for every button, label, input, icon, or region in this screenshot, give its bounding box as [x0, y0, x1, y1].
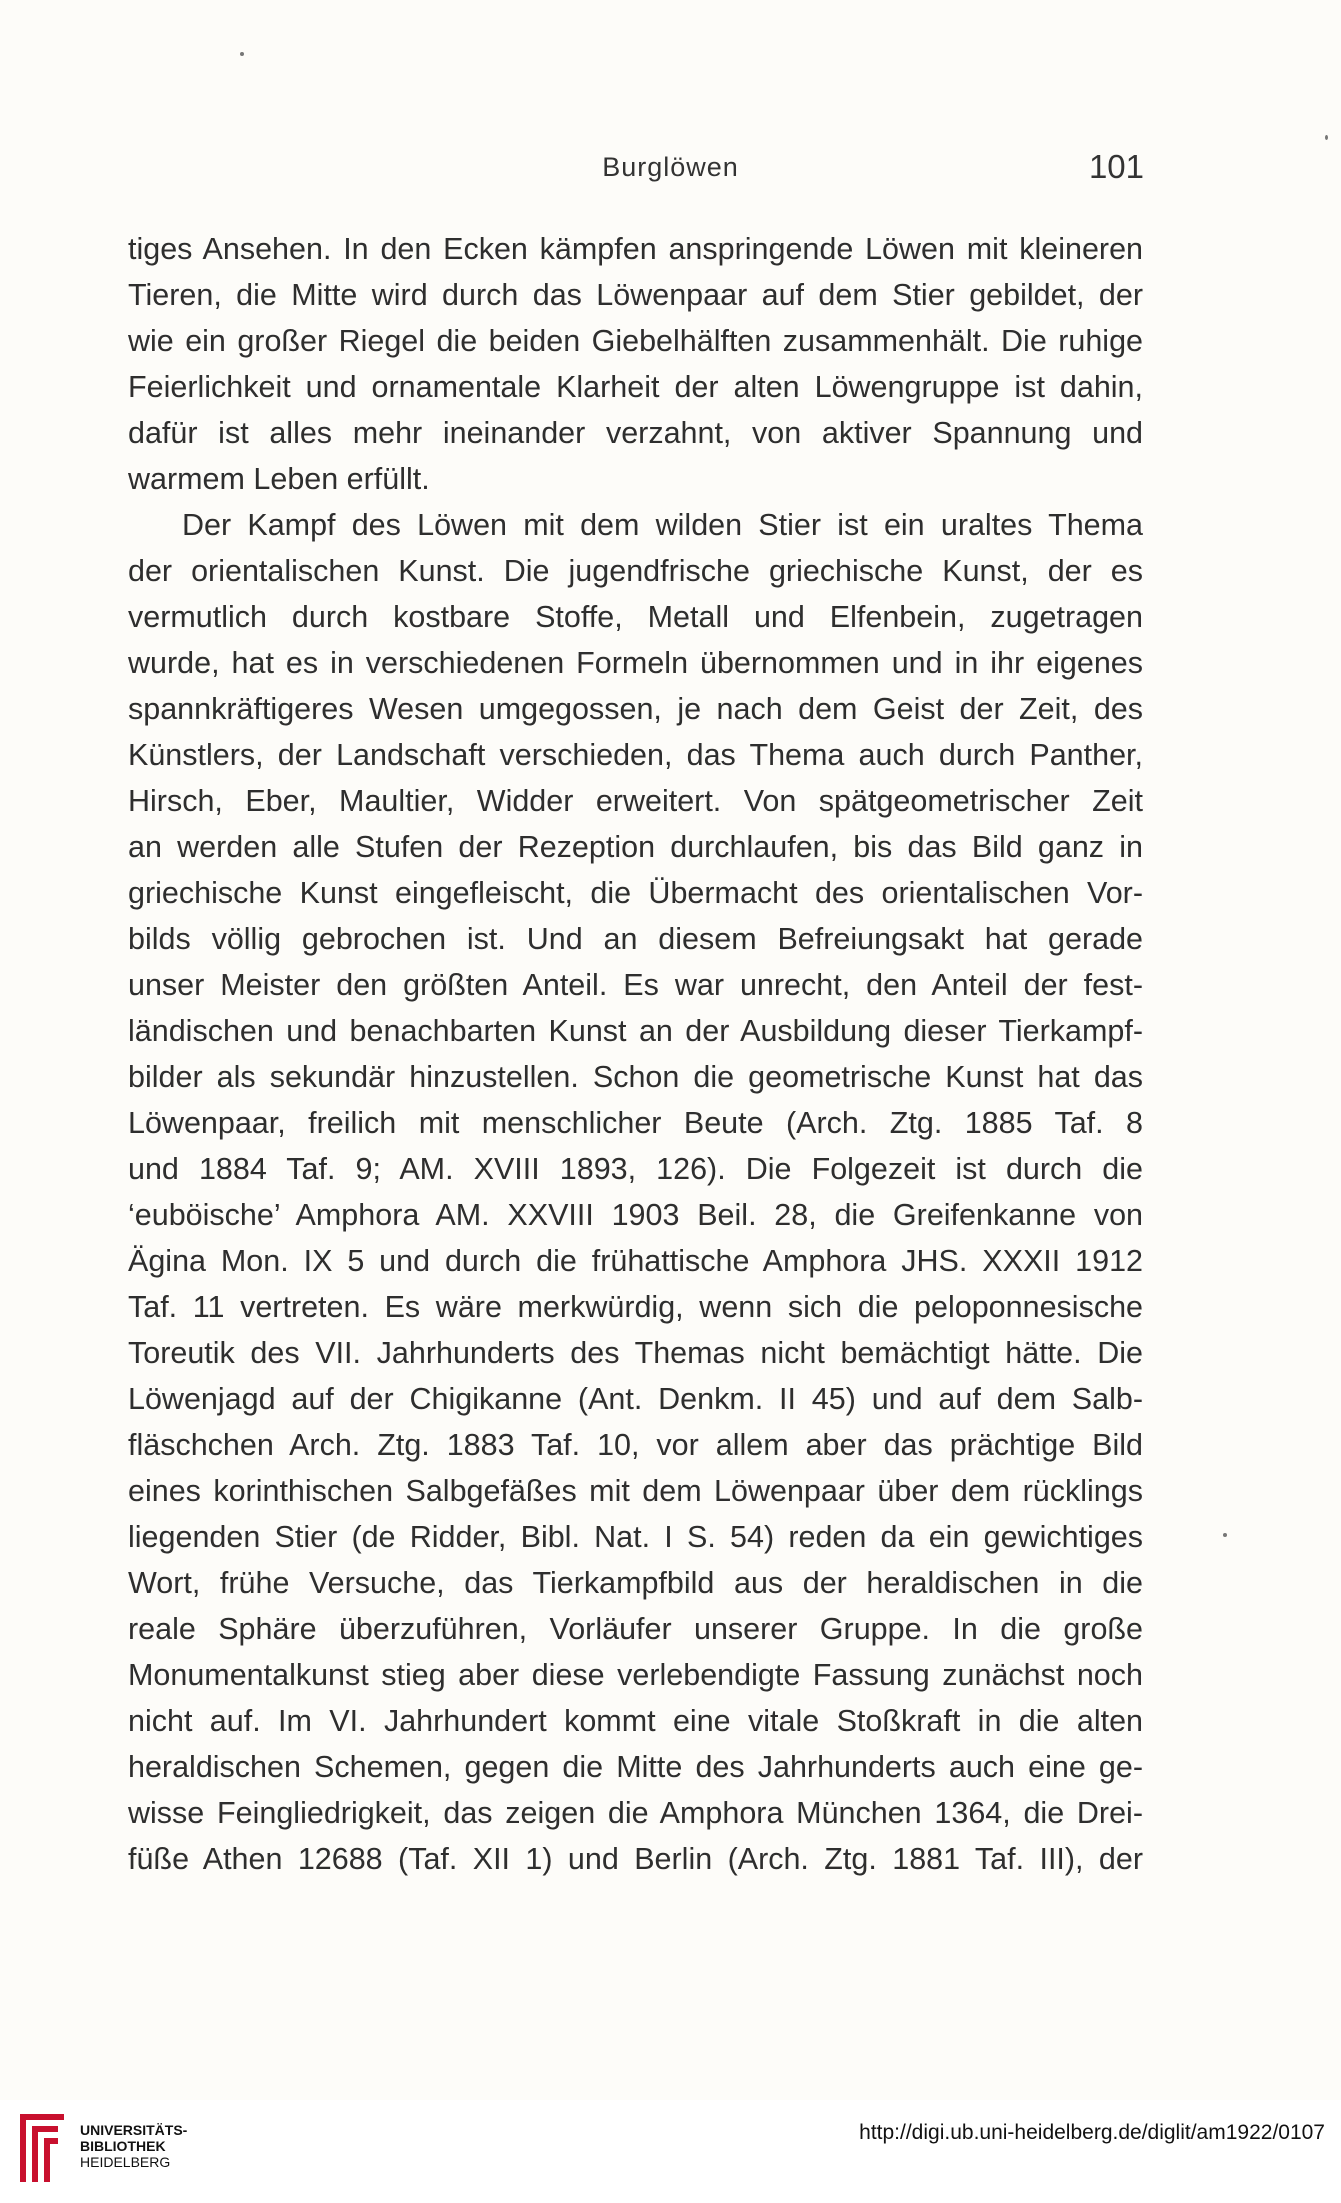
- text-line: dafür ist alles mehr ineinander verzahnt, von aktiver Spannung und: [128, 416, 1143, 450]
- library-name-line: BIBLIOTHEK: [80, 2138, 166, 2154]
- text-line: Löwenpaar, freilich mit menschlicher Beute (Arch. Ztg. 1885 Taf. 8: [128, 1106, 1143, 1140]
- university-library-logo-icon: [14, 2108, 70, 2188]
- text-line: eines korinthischen Salbgefäßes mit dem Löwenpaar über dem rücklings: [128, 1474, 1143, 1508]
- text-line: Der Kampf des Löwen mit dem wilden Stier ist ein uraltes Thema: [182, 508, 1143, 542]
- text-line: an werden alle Stufen der Rezeption durchlaufen, bis das Bild ganz in: [128, 830, 1143, 864]
- text-line: Wort, frühe Versuche, das Tierkampfbild aus der heraldischen in die: [128, 1566, 1143, 1600]
- text-line: nicht auf. Im VI. Jahrhundert kommt eine vitale Stoßkraft in die alten: [128, 1704, 1143, 1738]
- text-line: ‘euböische’ Amphora AM. XXVIII 1903 Beil. 28, die Greifenkanne von: [128, 1198, 1143, 1232]
- library-name: [80, 2122, 187, 2170]
- text-line: Taf. 11 vertreten. Es wäre merkwürdig, wenn sich die peloponnesische: [128, 1290, 1143, 1324]
- text-line: Feierlichkeit und ornamentale Klarheit der alten Löwengruppe ist dahin,: [128, 370, 1143, 404]
- text-line: Tieren, die Mitte wird durch das Löwenpaar auf dem Stier gebildet, der: [128, 278, 1143, 312]
- text-line: wurde, hat es in verschiedenen Formeln übernommen und in ihr eigenes: [128, 646, 1143, 680]
- text-line: und 1884 Taf. 9; AM. XVIII 1893, 126). Die Folgezeit ist durch die: [128, 1152, 1143, 1186]
- library-name-line: HEIDELBERG: [80, 2154, 171, 2170]
- text-line: heraldischen Schemen, gegen die Mitte des Jahrhunderts auch eine ge-: [128, 1750, 1143, 1784]
- text-line: ländischen und benachbarten Kunst an der Ausbildung dieser Tierkampf-: [128, 1014, 1143, 1048]
- page-speck: [240, 52, 244, 56]
- text-line: Monumentalkunst stieg aber diese verlebendigte Fassung zunächst noch: [128, 1658, 1143, 1692]
- text-line: Künstlers, der Landschaft verschieden, das Thema auch durch Panther,: [128, 738, 1143, 772]
- running-title: Burglöwen: [602, 152, 739, 182]
- text-line: bilds völlig gebrochen ist. Und an diesem Befreiungsakt hat gerade: [128, 922, 1143, 956]
- text-line: Hirsch, Eber, Maultier, Widder erweitert. Von spätgeometrischer Zeit: [128, 784, 1143, 818]
- text-line: reale Sphäre überzuführen, Vorläufer unserer Gruppe. In die große: [128, 1612, 1143, 1646]
- text-line: tiges Ansehen. In den Ecken kämpfen anspringende Löwen mit kleineren: [128, 232, 1143, 266]
- text-line: griechische Kunst eingefleischt, die Übermacht des orientalischen Vor-: [128, 876, 1143, 910]
- text-line: unser Meister den größten Anteil. Es war unrecht, den Anteil der fest-: [128, 968, 1143, 1002]
- text-line: füße Athen 12688 (Taf. XII 1) und Berlin (Arch. Ztg. 1881 Taf. III), der: [128, 1842, 1143, 1876]
- source-url-link[interactable]: http://digi.ub.uni-heidelberg.de/diglit/am1922/0107: [859, 2121, 1325, 2144]
- body-text: [128, 226, 1143, 1882]
- running-head: [0, 148, 1341, 188]
- text-line: liegenden Stier (de Ridder, Bibl. Nat. I S. 54) reden da ein gewichtiges: [128, 1520, 1143, 1554]
- text-line: wisse Feingliedrigkeit, das zeigen die Amphora München 1364, die Drei-: [128, 1796, 1143, 1830]
- library-name-line: UNIVERSITÄTS-: [80, 2122, 188, 2138]
- text-line: fläschchen Arch. Ztg. 1883 Taf. 10, vor allem aber das prächtige Bild: [128, 1428, 1143, 1462]
- text-line: warmem Leben erfüllt.: [128, 462, 430, 496]
- text-line: spannkräftigeres Wesen umgegossen, je nach dem Geist der Zeit, des: [128, 692, 1143, 726]
- page-speck: [1223, 1533, 1227, 1537]
- page-number: 101: [1088, 148, 1144, 185]
- text-line: Ägina Mon. IX 5 und durch die frühattische Amphora JHS. XXXII 1912: [128, 1244, 1143, 1278]
- digitization-footer: [0, 2100, 1341, 2203]
- page-speck: [1325, 135, 1328, 140]
- text-line: wie ein großer Riegel die beiden Giebelhälften zusammenhält. Die ruhige: [128, 324, 1143, 358]
- text-line: bilder als sekundär hinzustellen. Schon die geometrische Kunst hat das: [128, 1060, 1143, 1094]
- text-line: Löwenjagd auf der Chigikanne (Ant. Denkm. II 45) und auf dem Salb-: [128, 1382, 1143, 1416]
- text-line: vermutlich durch kostbare Stoffe, Metall und Elfenbein, zugetragen: [128, 600, 1143, 634]
- text-line: der orientalischen Kunst. Die jugendfrische griechische Kunst, der es: [128, 554, 1143, 588]
- text-line: Toreutik des VII. Jahrhunderts des Themas nicht bemächtigt hätte. Die: [128, 1336, 1143, 1370]
